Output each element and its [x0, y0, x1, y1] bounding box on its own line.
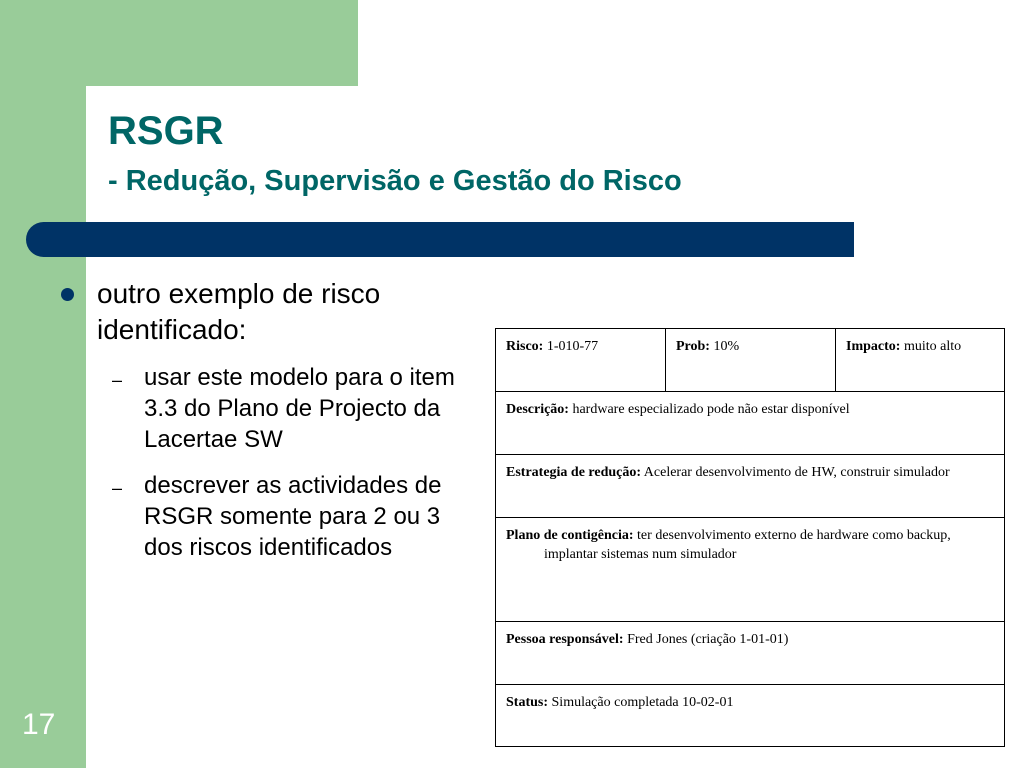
- table-row: [496, 622, 1005, 685]
- sub-bullet-2: descrever as actividades de RSGR somente para 2 ou 3 dos riscos identificados: [144, 472, 442, 561]
- dash-icon: –: [112, 478, 123, 498]
- main-bullet: outro exemplo de risco identificado:: [97, 278, 381, 345]
- plan-text: [506, 526, 994, 564]
- table-row: [496, 685, 1005, 747]
- impact-value: muito alto: [900, 339, 962, 354]
- slide-number: 17: [22, 708, 56, 741]
- strategy-value: Acelerar desenvolvimento de HW, construir simulador: [641, 465, 950, 480]
- strategy-text: [506, 463, 994, 482]
- slide-subtitle: - Redução, Supervisão e Gestão do Risco: [108, 165, 682, 197]
- risk-label: Risco:: [506, 339, 544, 354]
- risk-table: [495, 328, 1005, 747]
- person-label: Pessoa responsável:: [506, 632, 624, 647]
- risk-cell: [496, 329, 666, 392]
- plan-cell: [496, 518, 1005, 622]
- green-sidebar: [0, 0, 86, 768]
- plan-label: Plano de contigência:: [506, 528, 634, 543]
- table-row: [496, 455, 1005, 518]
- desc-label: Descrição:: [506, 402, 569, 417]
- dash-icon: –: [112, 370, 123, 390]
- status-value: Simulação completada 10-02-01: [548, 695, 734, 710]
- prob-cell: [666, 329, 836, 392]
- impact-cell: [836, 329, 1005, 392]
- status-label: Status:: [506, 695, 549, 710]
- title-divider-bar: [26, 222, 854, 257]
- status-cell: [496, 685, 1005, 747]
- table-row: [496, 518, 1005, 622]
- strategy-label: Estrategia de redução:: [506, 465, 642, 480]
- risk-value: 1-010-77: [543, 339, 599, 354]
- green-top-band: [0, 0, 358, 86]
- person-value: Fred Jones (criação 1-01-01): [623, 632, 789, 647]
- sub-bullet-1: usar este modelo para o item 3.3 do Plano de Projecto da Lacertae SW: [144, 364, 455, 453]
- impact-label: Impacto:: [846, 339, 901, 354]
- table-row: [496, 329, 1005, 392]
- bullet-dot-icon: [61, 288, 74, 301]
- person-cell: [496, 622, 1005, 685]
- prob-label: Prob:: [676, 339, 710, 354]
- plan-value: ter desenvolvimento externo de hardware como backup, implantar sistemas num simulador: [544, 528, 951, 562]
- strategy-cell: [496, 455, 1005, 518]
- slide-title: RSGR: [108, 109, 224, 153]
- prob-value: 10%: [709, 339, 740, 354]
- description-cell: [496, 392, 1005, 455]
- table-row: [496, 392, 1005, 455]
- desc-value: hardware especializado pode não estar disponível: [568, 402, 850, 417]
